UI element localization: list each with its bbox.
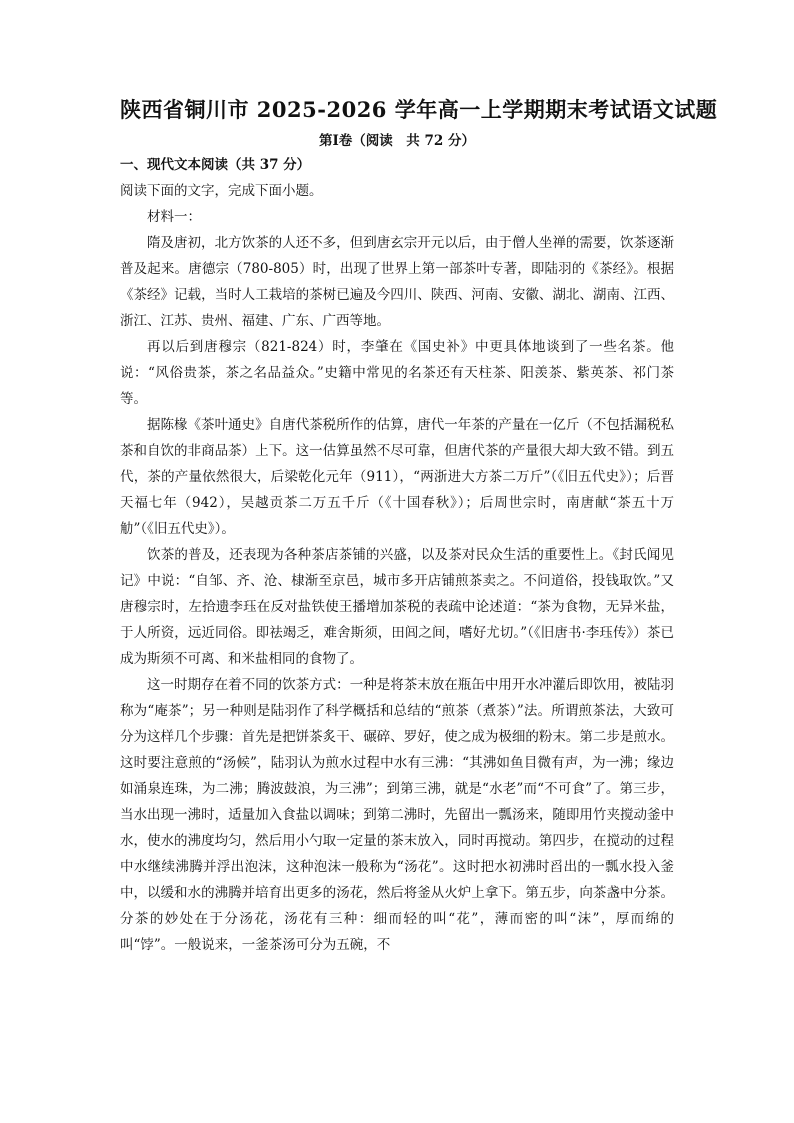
paragraph: 隋及唐初，北方饮茶的人还不多，但到唐玄宗开元以后，由于僧人坐禅的需要，饮茶逐渐普及起来。唐德宗（780-805）时，出现了世界上第一部茶叶专著，即陆羽的《茶经》。根据《茶经》记载，当时人工栽培的茶树已遍及今四川、陕西、河南、安徽、湖北、湖南、江西、浙江、江苏、贵州、福建、广东、广西等地。 (120, 235, 674, 329)
instruction-text: 阅读下面的文字，完成下面小题。 (120, 183, 323, 199)
paragraph: 再以后到唐穆宗（821-824）时，李肇在《国史补》中更具体地谈到了一些名茶。他说：“风俗贵茶，茶之名品益众。”史籍中常见的名茶还有天柱茶、阳羡茶、紫英茶、祁门茶等。 (120, 339, 674, 407)
paragraph: 据陈椽《茶叶通史》自唐代茶税所作的估算，唐代一年茶的产量在一亿斤（不包括漏税私茶和自饮的非商品茶）上下。这一估算虽然不尽可靠，但唐代茶的产量很大却大致不错。到五代，茶的产量依然很大，后梁乾化元年（911），“两浙进大方茶二万斤”（《旧五代史》）；后晋天福七年（942），吴越贡茶二万五千斤（《十国春秋》）；后周世宗时，南唐献“茶五十万觔”（《旧五代史》）。 (120, 417, 674, 537)
document-title: 陕西省铜川市 2025-2026 学年高一上学期期末考试语文试题 (120, 97, 718, 122)
paragraph: 这一时期存在着不同的饮茶方式：一种是将茶末放在瓶缶中用开水冲灌后即饮用，被陆羽称为“庵茶”；另一种则是陆羽作了科学概括和总结的“煎茶（煮茶）”法。所谓煎茶法，大致可分为这样几个步骤：首先是把饼茶炙干、碾碎、罗好，使之成为极细的粉末。第二步是煎水。这时要注意煎的“汤候”，陆羽认为煎水过程中水有三沸：“其沸如鱼目微有声，为一沸；缘边如涌泉连珠，为二沸；腾波鼓浪，为三沸”；到第三沸，就是“水老”而“不可食”了。第三步，当水出现一沸时，适量加入食盐以调味；到第二沸时，先留出一瓢汤来，随即用竹夹搅动釜中水，使水的沸度均匀，然后用小勺取一定量的茶末放入，同时再搅动。第四步，在搅动的过程中水继续沸腾并浮出泡沫，这种泡沫一般称为“汤花”。这时把水初沸时舀出的一瓢水投入釜中，以缓和水的沸腾并培育出更多的汤花，然后将釜从火炉上拿下。第五步，向茶盏中分茶。分茶的妙处在于分汤花，汤花有三种：细而轻的叫“花”，薄而密的叫“沫”，厚而绵的叫“饽”。一般说来，一釜茶汤可分为五碗，不 (120, 677, 674, 953)
section-heading: 一、现代文本阅读（共 37 分） (120, 157, 311, 173)
article-body (120, 230, 674, 958)
paragraph: 饮茶的普及，还表现为各种茶店茶铺的兴盛，以及茶对民众生活的重要性上。《封氏闻见记》中说：“自邹、齐、沧、棣渐至京邑，城市多开店铺煎茶卖之。不问道俗，投钱取饮。”又唐穆宗时，左拾遗李珏在反对盐铁使王播增加茶税的表疏中论述道：“茶为食物，无异米盐，于人所资，远近同俗。即祛竭乏，难舍斯须，田闾之间，嗜好尤切。”（《旧唐书·李珏传》）茶已成为斯须不可离、和米盐相同的食物了。 (120, 547, 674, 667)
material-label: 材料一： (147, 209, 201, 225)
volume-heading: 第Ⅰ卷（阅读 共 72 分） (318, 133, 475, 149)
